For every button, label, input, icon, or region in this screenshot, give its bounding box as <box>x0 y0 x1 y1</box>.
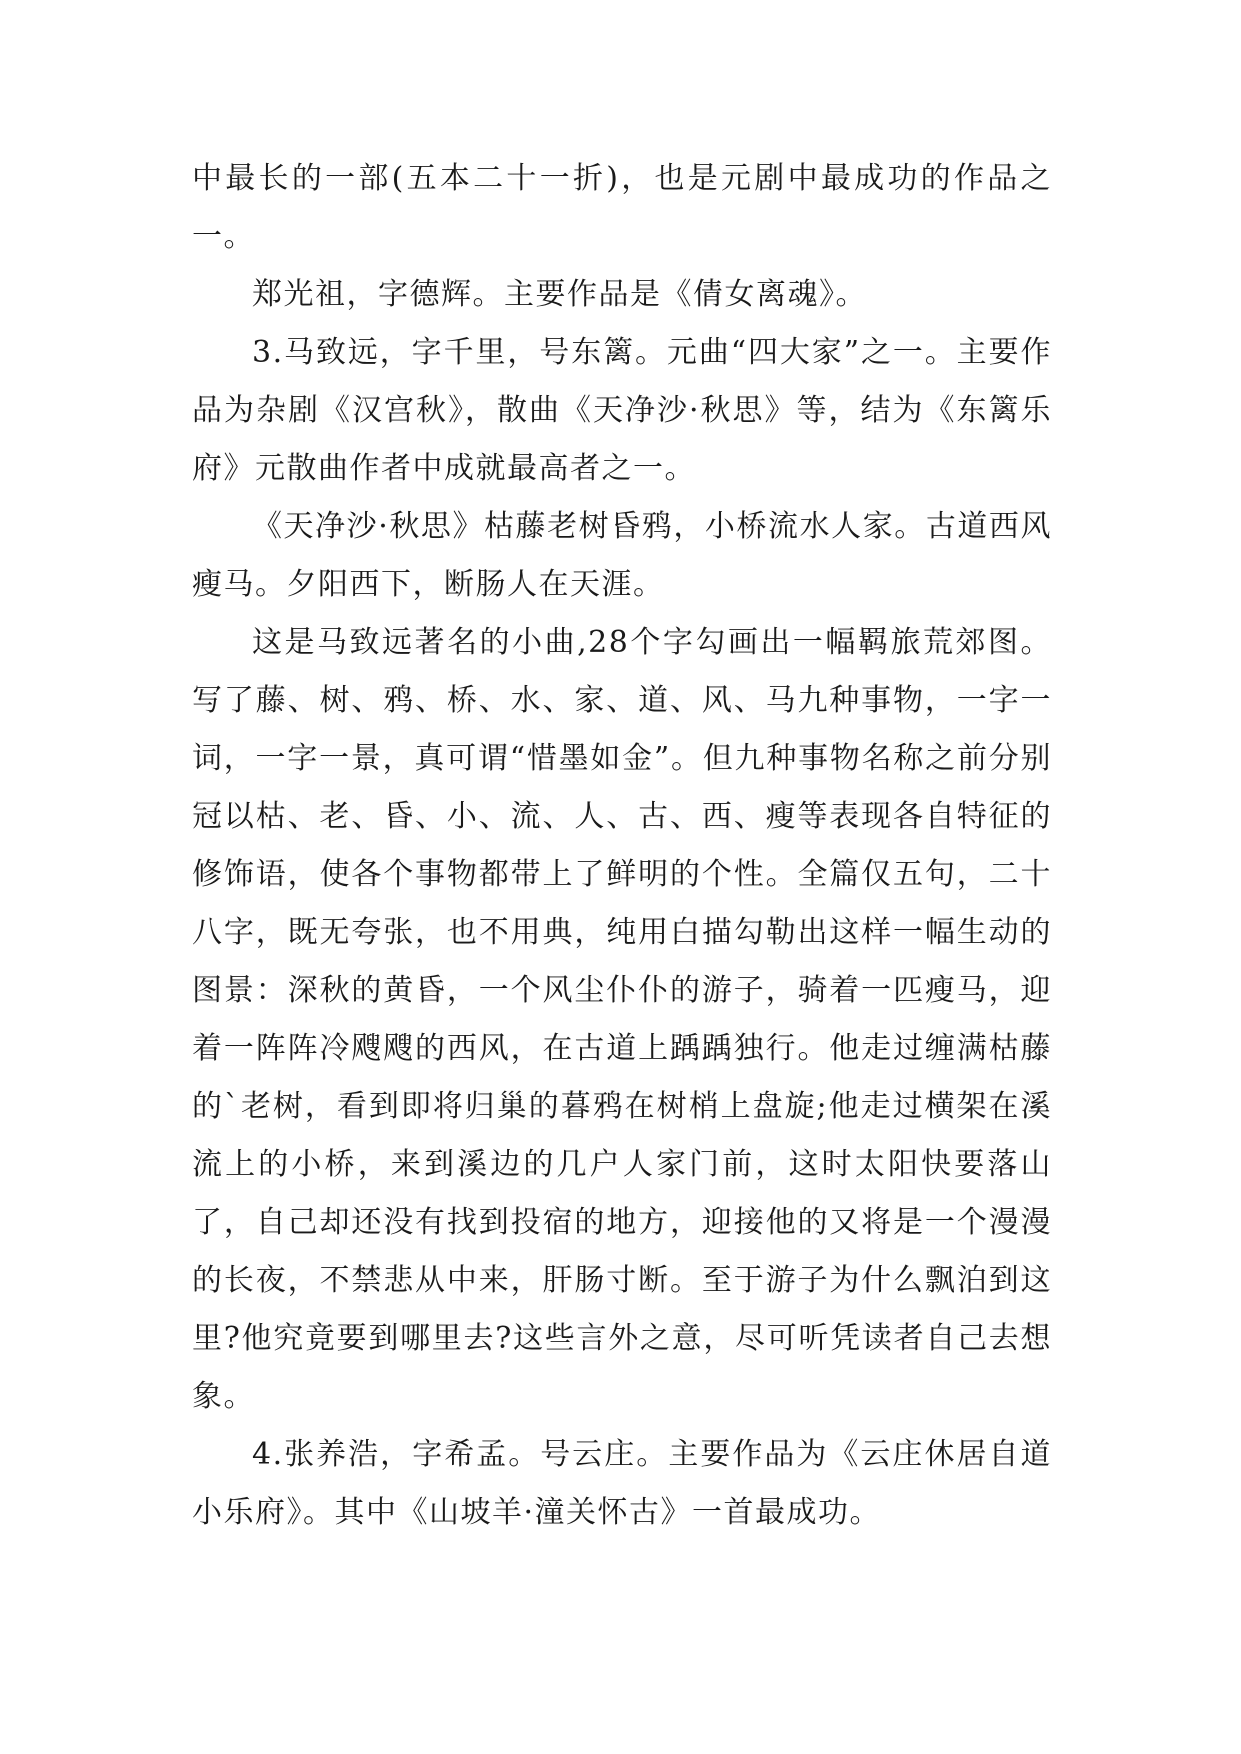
paragraph-analysis: 这是马致远著名的小曲,28个字勾画出一幅羁旅荒郊图。写了藤、树、鸦、桥、水、家、道、风、马九种事物，一字一词，一字一景，真可谓“惜墨如金”。但九种事物名称之前分别冠以枯、老、昏、小、流、人、古、西、瘦等表现各自特征的修饰语，使各个事物都带上了鲜明的个性。全篇仅五句，二十八字，既无夸张，也不用典，纯用白描勾勒出这样一幅生动的图景：深秋的黄昏，一个风尘仆仆的游子，骑着一匹瘦马，迎着一阵阵冷飕飕的西风，在古道上踽踽独行。他走过缠满枯藤的`老树，看到即将归巢的暮鸦在树梢上盘旋;他走过横架在溪流上的小桥，来到溪边的几户人家门前，这时太阳快要落山了，自己却还没有找到投宿的地方，迎接他的又将是一个漫漫的长夜，不禁悲从中来，肝肠寸断。至于游子为什么飘泊到这里?他究竟要到哪里去?这些言外之意，尽可听凭读者自己去想象。 <box>192 625 1052 1414</box>
paragraph-ma-zhiyuan: 3.马致远，字千里，号东篱。元曲“四大家”之一。主要作品为杂剧《汉宫秋》，散曲《天净沙·秋思》等，结为《东篱乐府》元散曲作者中成就最高者之一。 <box>192 335 1052 486</box>
paragraph-zhang-yanghao: 4.张养浩，字希孟。号云庄。主要作品为《云庄休居自道小乐府》。其中《山坡羊·潼关怀古》一首最成功。 <box>192 1437 1052 1530</box>
paragraph-zheng-guangzu: 郑光祖，字德辉。主要作品是《倩女离魂》。 <box>252 277 867 312</box>
body-text <box>192 150 1052 1542</box>
paragraph-continuation: 中最长的一部(五本二十一折)，也是元剧中最成功的作品之一。 <box>192 161 1052 254</box>
paragraph-poem: 《天净沙·秋思》枯藤老树昏鸦，小桥流水人家。古道西风瘦马。夕阳西下，断肠人在天涯。 <box>192 509 1052 602</box>
